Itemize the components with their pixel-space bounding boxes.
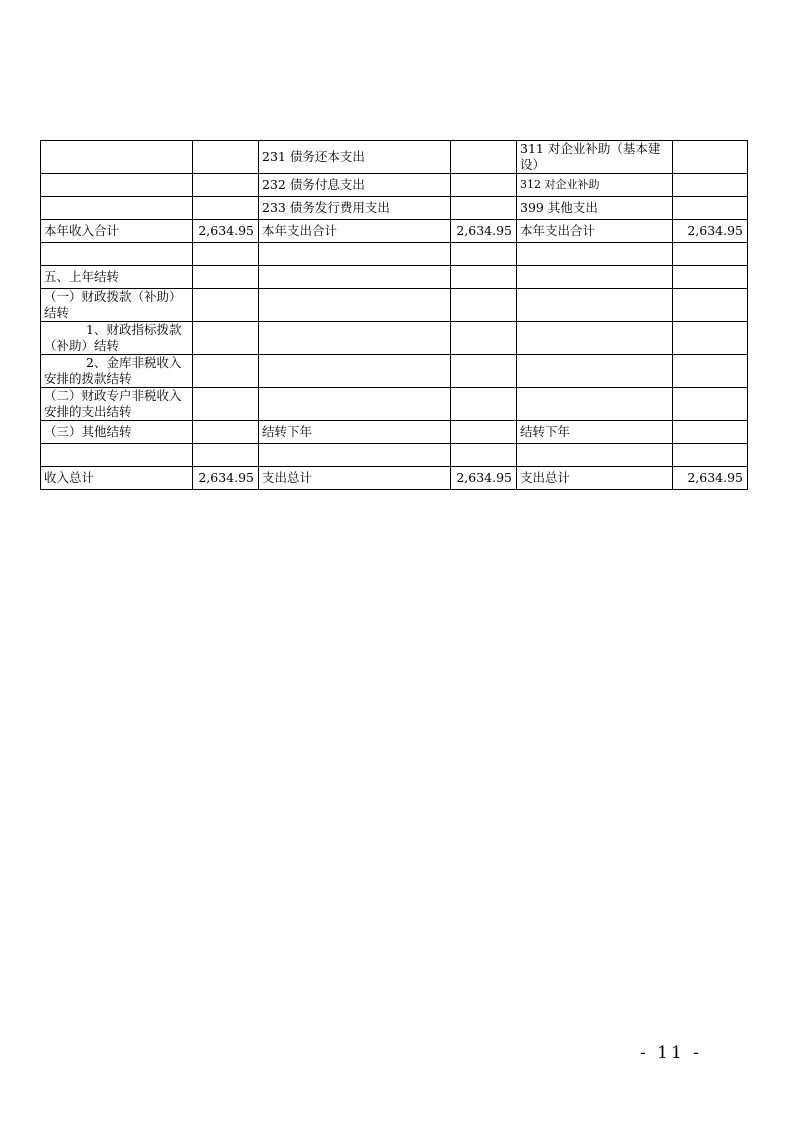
expenditure-function-cell: 本年支出合计	[259, 220, 451, 243]
income-item-cell: 2、金库非税收入安排的拨款结转	[41, 355, 193, 388]
income-amount-cell	[193, 141, 259, 174]
expenditure-economic-cell	[517, 355, 673, 388]
income-amount-cell	[193, 243, 259, 266]
expenditure-economic-amount-cell	[673, 421, 748, 444]
expenditure-function-cell: 结转下年	[259, 421, 451, 444]
income-item-cell: 本年收入合计	[41, 220, 193, 243]
income-item-cell: （三）其他结转	[41, 421, 193, 444]
income-amount-cell	[193, 289, 259, 322]
expenditure-function-cell: 支出总计	[259, 467, 451, 490]
expenditure-function-cell	[259, 444, 451, 467]
income-item-cell	[41, 243, 193, 266]
income-amount-cell: 2,634.95	[193, 220, 259, 243]
table-row	[41, 289, 748, 322]
expenditure-function-cell: 233 债务发行费用支出	[259, 197, 451, 220]
expenditure-function-amount-cell: 2,634.95	[451, 220, 517, 243]
expenditure-function-amount-cell	[451, 444, 517, 467]
expenditure-economic-cell	[517, 266, 673, 289]
income-amount-cell	[193, 197, 259, 220]
expenditure-function-cell	[259, 388, 451, 421]
income-item-cell: （一）财政拨款（补助）结转	[41, 289, 193, 322]
income-amount-cell	[193, 174, 259, 197]
expenditure-function-amount-cell	[451, 243, 517, 266]
table-row	[41, 322, 748, 355]
table-row	[41, 266, 748, 289]
expenditure-function-amount-cell	[451, 322, 517, 355]
expenditure-economic-amount-cell	[673, 444, 748, 467]
expenditure-economic-amount-cell	[673, 355, 748, 388]
expenditure-function-cell	[259, 266, 451, 289]
expenditure-economic-amount-cell	[673, 388, 748, 421]
expenditure-function-amount-cell	[451, 266, 517, 289]
income-amount-cell	[193, 355, 259, 388]
expenditure-function-amount-cell	[451, 174, 517, 197]
expenditure-economic-amount-cell	[673, 289, 748, 322]
expenditure-economic-amount-cell	[673, 174, 748, 197]
expenditure-function-cell	[259, 289, 451, 322]
expenditure-function-cell: 231 债务还本支出	[259, 141, 451, 174]
expenditure-economic-cell	[517, 388, 673, 421]
table-row	[41, 243, 748, 266]
table-row	[41, 467, 748, 490]
expenditure-economic-amount-cell: 2,634.95	[673, 467, 748, 490]
expenditure-economic-cell: 312 对企业补助	[517, 174, 673, 197]
expenditure-economic-amount-cell: 2,634.95	[673, 220, 748, 243]
table-row	[41, 421, 748, 444]
budget-summary-table	[40, 140, 748, 490]
expenditure-economic-amount-cell	[673, 266, 748, 289]
expenditure-function-cell	[259, 322, 451, 355]
income-item-cell: （二）财政专户非税收入安排的支出结转	[41, 388, 193, 421]
expenditure-function-cell: 232 债务付息支出	[259, 174, 451, 197]
table-row	[41, 444, 748, 467]
table-row	[41, 388, 748, 421]
income-amount-cell	[193, 266, 259, 289]
income-amount-cell	[193, 421, 259, 444]
expenditure-function-amount-cell: 2,634.95	[451, 467, 517, 490]
income-amount-cell	[193, 322, 259, 355]
income-item-cell	[41, 444, 193, 467]
expenditure-economic-amount-cell	[673, 243, 748, 266]
expenditure-economic-cell: 399 其他支出	[517, 197, 673, 220]
expenditure-economic-cell: 本年支出合计	[517, 220, 673, 243]
expenditure-economic-cell: 支出总计	[517, 467, 673, 490]
income-amount-cell	[193, 444, 259, 467]
expenditure-economic-cell: 311 对企业补助（基本建设）	[517, 141, 673, 174]
expenditure-function-cell	[259, 355, 451, 388]
income-item-cell	[41, 174, 193, 197]
income-item-cell	[41, 197, 193, 220]
income-item-cell	[41, 141, 193, 174]
expenditure-function-amount-cell	[451, 355, 517, 388]
table-row	[41, 355, 748, 388]
table-row	[41, 220, 748, 243]
expenditure-economic-cell: 结转下年	[517, 421, 673, 444]
expenditure-function-cell	[259, 243, 451, 266]
expenditure-economic-cell	[517, 444, 673, 467]
table-row	[41, 141, 748, 174]
page-number: - 11 -	[640, 1043, 702, 1063]
expenditure-function-amount-cell	[451, 141, 517, 174]
expenditure-economic-cell	[517, 322, 673, 355]
income-item-cell: 1、财政指标拨款（补助）结转	[41, 322, 193, 355]
income-amount-cell: 2,634.95	[193, 467, 259, 490]
table-row	[41, 197, 748, 220]
table-row	[41, 174, 748, 197]
expenditure-function-amount-cell	[451, 289, 517, 322]
income-amount-cell	[193, 388, 259, 421]
expenditure-economic-cell	[517, 243, 673, 266]
expenditure-economic-amount-cell	[673, 322, 748, 355]
income-item-cell: 五、上年结转	[41, 266, 193, 289]
expenditure-economic-cell	[517, 289, 673, 322]
expenditure-economic-amount-cell	[673, 141, 748, 174]
income-item-cell: 收入总计	[41, 467, 193, 490]
expenditure-function-amount-cell	[451, 388, 517, 421]
expenditure-function-amount-cell	[451, 421, 517, 444]
expenditure-function-amount-cell	[451, 197, 517, 220]
expenditure-economic-amount-cell	[673, 197, 748, 220]
